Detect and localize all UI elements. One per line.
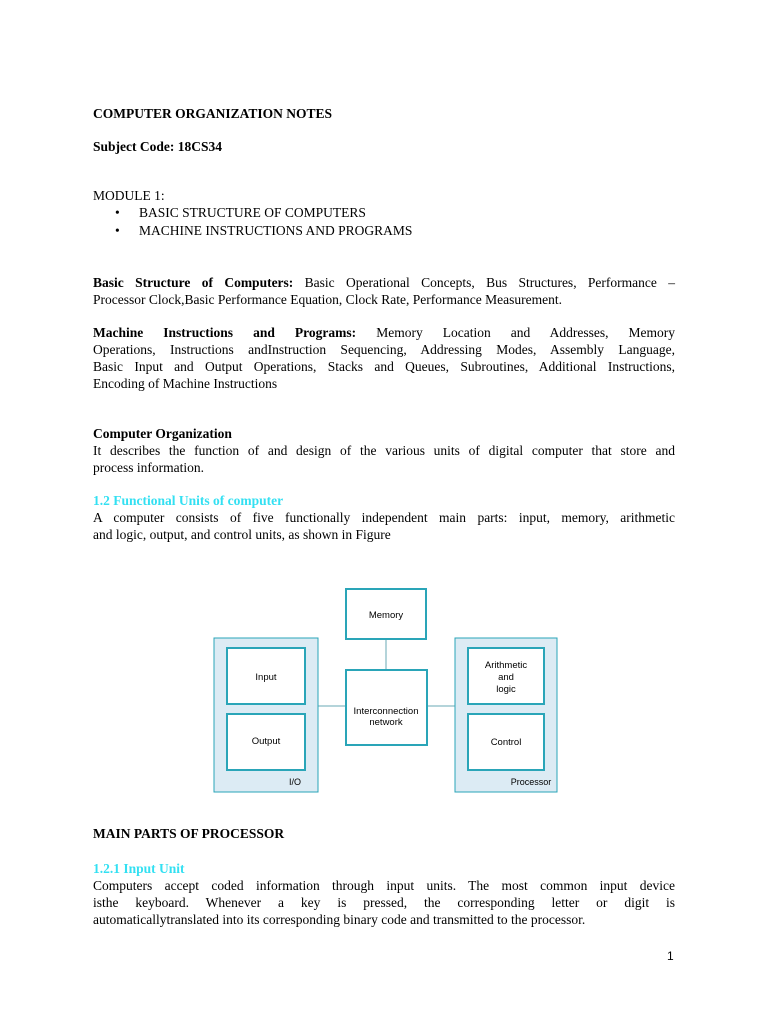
control-label: Control <box>490 737 522 748</box>
main-parts-heading: MAIN PARTS OF PROCESSOR <box>93 826 285 841</box>
basic-structure-paragraph: Basic Structure of Computers: Basic Operational Concepts, Bus Structures, Performance – Processor Clock,Basic Performance Equation, Clock Rate, Performance Measurement. <box>93 275 675 307</box>
arithmetic-label-line2: and <box>498 672 514 683</box>
doc-title: COMPUTER ORGANIZATION NOTES <box>93 106 333 121</box>
basic-structure-heading: Basic Structure of Computers: <box>93 275 294 290</box>
bullet-icon: • <box>115 223 120 238</box>
processor-label: Processor <box>510 777 552 787</box>
functional-units-paragraph: 1.2 Functional Units of computer A computer consists of five functionally independent main parts: input, memory, arithmetic and logic, output, and control units, as shown in Figure <box>93 493 675 542</box>
computer-organization-paragraph: Computer Organization It describes the function of and design of the various units of digital computer that store and process information. <box>93 426 675 475</box>
arithmetic-label-line3: logic <box>496 684 516 695</box>
module-topic-item: • MACHINE INSTRUCTIONS AND PROGRAMS <box>115 223 413 238</box>
module-label: MODULE 1: <box>93 188 165 203</box>
input-unit-paragraph: 1.2.1 Input Unit Computers accept coded information through input units. The most common input device isthe keyboard. Whenever a key is pressed, the corresponding letter or digit is automaticallytranslated into its corresponding binary code and transmitted to the processor. <box>93 861 675 927</box>
functional-units-heading: 1.2 Functional Units of computer <box>93 493 284 508</box>
io-label: I/O <box>288 777 302 787</box>
page-number: 1 <box>667 949 674 963</box>
input-label: Input <box>255 672 277 683</box>
module-topic-item: • BASIC STRUCTURE OF COMPUTERS <box>115 205 366 220</box>
input-unit-heading: 1.2.1 Input Unit <box>93 861 185 876</box>
subject-code: Subject Code: 18CS34 <box>93 139 223 154</box>
functional-units-figure <box>213 587 558 793</box>
machine-instructions-heading: Machine Instructions and Programs: <box>93 325 357 340</box>
arithmetic-label-line1: Arithmetic <box>484 660 528 671</box>
output-label: Output <box>251 736 281 747</box>
computer-organization-heading: Computer Organization <box>93 426 232 441</box>
module-topic-list <box>93 204 412 240</box>
bullet-icon: • <box>115 205 120 220</box>
interconnection-label-line1: Interconnection <box>353 706 419 717</box>
machine-instructions-paragraph: Machine Instructions and Programs: Memory Location and Addresses, Memory Operations, Instructions andInstruction Sequencing, Addressing Modes, Assembly Language, Basic Input and Output Operations, Stacks and Queues, Subroutines, Additional Instructions, Encoding of Machine Instructions <box>93 325 675 391</box>
memory-label: Memory <box>368 610 404 621</box>
interconnection-label-line2: network <box>369 717 403 728</box>
